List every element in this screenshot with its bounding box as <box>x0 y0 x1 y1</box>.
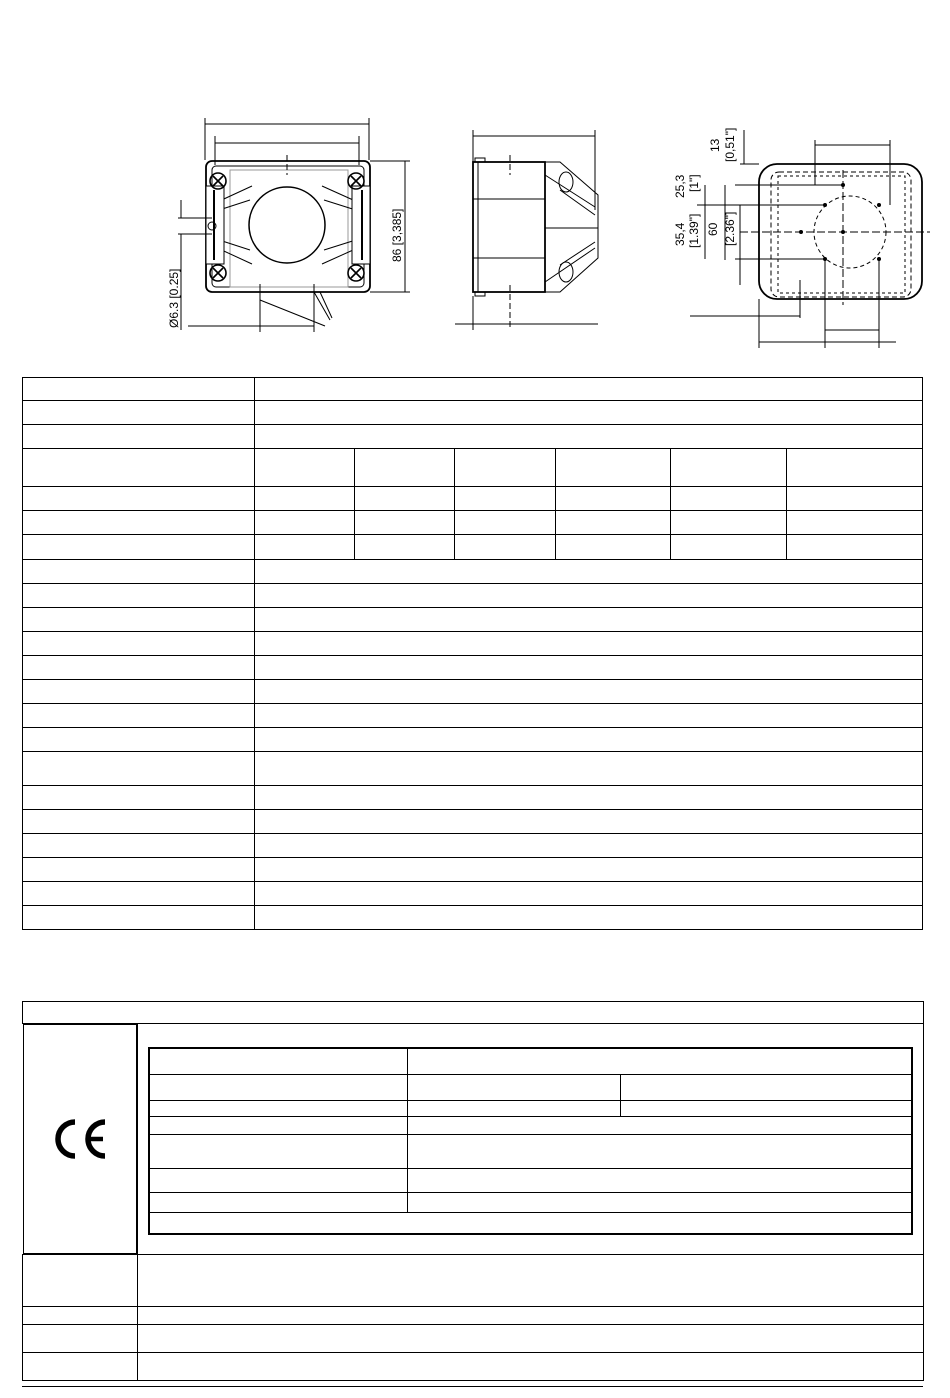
spec-value-cell <box>255 882 923 906</box>
variant-cell <box>355 449 455 487</box>
spec-value-cell <box>255 632 923 656</box>
spec-value-cell <box>255 425 923 449</box>
table-row <box>23 810 923 834</box>
inner-label-cell <box>149 1048 407 1074</box>
inner-label-cell <box>149 1168 407 1192</box>
inner-value-cell <box>407 1168 912 1192</box>
spec-label-cell <box>23 487 255 511</box>
table-row <box>149 1134 912 1168</box>
inner-value-cell <box>407 1134 912 1168</box>
dim-60-inch-label: [2.36"] <box>723 211 737 246</box>
dim-35-4-inch-label: [1.39"] <box>687 213 701 248</box>
spec-label-cell <box>23 425 255 449</box>
dim-25-3-inch-label: [1"] <box>687 174 701 192</box>
inner-label-cell <box>149 1192 407 1212</box>
approval-value-cell <box>138 1307 924 1325</box>
approval-label-cell <box>23 1255 138 1307</box>
spec-label-cell <box>23 656 255 680</box>
table-row <box>23 834 923 858</box>
spec-label-cell <box>23 728 255 752</box>
table-row <box>149 1168 912 1192</box>
dim-25-3-label: 25,3 <box>673 174 687 198</box>
table-row <box>23 449 923 487</box>
variant-cell <box>670 535 786 560</box>
spec-value-cell <box>255 728 923 752</box>
variant-cell <box>555 511 670 535</box>
variant-cell <box>670 487 786 511</box>
approvals-header-row <box>23 1002 924 1024</box>
front-view <box>178 118 410 332</box>
variant-cell <box>355 487 455 511</box>
spec-label-cell <box>23 704 255 728</box>
table-row <box>149 1048 912 1074</box>
table-row <box>23 752 923 786</box>
spec-label-cell <box>23 560 255 584</box>
approvals-table <box>22 1001 924 1381</box>
approval-value-cell <box>138 1353 924 1381</box>
table-row <box>23 786 923 810</box>
dim-60-label: 60 <box>706 222 720 236</box>
approval-label-cell <box>23 1353 138 1381</box>
spec-value-cell <box>255 858 923 882</box>
table-row <box>23 560 923 584</box>
spec-label-cell <box>23 608 255 632</box>
variant-cell <box>670 449 786 487</box>
table-row <box>23 487 923 511</box>
table-row <box>23 425 923 449</box>
inner-value-cell <box>620 1074 912 1100</box>
spec-label-cell <box>23 810 255 834</box>
table-row <box>23 1307 924 1325</box>
table-row <box>149 1192 912 1212</box>
approval-value-cell <box>138 1325 924 1353</box>
table-row <box>23 632 923 656</box>
side-view <box>455 130 598 330</box>
variant-cell <box>670 511 786 535</box>
table-row <box>23 656 923 680</box>
variant-cell <box>355 511 455 535</box>
variant-cell <box>455 487 555 511</box>
variant-cell <box>786 511 922 535</box>
inner-label-cell <box>149 1134 407 1168</box>
variant-cell <box>786 535 922 560</box>
spec-label-cell <box>23 535 255 560</box>
variant-cell <box>786 449 922 487</box>
approvals-ce-row <box>23 1024 924 1255</box>
table-row <box>23 511 923 535</box>
spec-label-cell <box>23 882 255 906</box>
table-row <box>23 584 923 608</box>
inner-value-cell <box>407 1100 620 1116</box>
spec-value-cell <box>255 704 923 728</box>
spec-label-cell <box>23 752 255 786</box>
spec-value-cell <box>255 560 923 584</box>
approval-inner-table <box>148 1047 913 1235</box>
spec-value-cell <box>255 834 923 858</box>
spec-label-cell <box>23 584 255 608</box>
table-row <box>23 882 923 906</box>
spec-value-cell <box>255 378 923 401</box>
spec-value-cell <box>255 584 923 608</box>
table-row <box>23 401 923 425</box>
table-row <box>23 728 923 752</box>
table-row <box>23 906 923 930</box>
ce-details-cell <box>138 1024 924 1255</box>
variant-cell <box>355 535 455 560</box>
inner-value-cell <box>407 1074 620 1100</box>
dim-13-inch-label: [0,51"] <box>723 127 737 162</box>
inner-value-cell <box>407 1192 912 1212</box>
inner-label-cell <box>149 1116 407 1134</box>
spec-value-cell <box>255 752 923 786</box>
spec-label-cell <box>23 449 255 487</box>
table-row <box>23 1255 924 1307</box>
spec-label-cell <box>23 680 255 704</box>
inner-label-cell <box>149 1074 407 1100</box>
ce-mark-icon <box>49 1116 111 1162</box>
variant-cell <box>255 487 355 511</box>
variant-cell <box>255 535 355 560</box>
spec-value-cell <box>255 680 923 704</box>
spec-label-cell <box>23 632 255 656</box>
spec-label-cell <box>23 786 255 810</box>
inner-value-cell <box>407 1048 912 1074</box>
ce-mark-cell <box>23 1024 138 1254</box>
spec-label-cell <box>23 511 255 535</box>
table-row <box>23 1353 924 1381</box>
approval-label-cell <box>23 1307 138 1325</box>
inner-footer-cell <box>149 1212 912 1234</box>
table-row <box>149 1074 912 1100</box>
table-row <box>23 1325 924 1353</box>
variant-cell <box>455 511 555 535</box>
spec-value-cell <box>255 906 923 930</box>
approvals-header-cell <box>23 1002 924 1024</box>
table-row <box>23 858 923 882</box>
spec-label-cell <box>23 858 255 882</box>
table-row <box>23 535 923 560</box>
table-row <box>149 1116 912 1134</box>
table-row <box>149 1212 912 1234</box>
spec-value-cell <box>255 786 923 810</box>
table-row <box>23 704 923 728</box>
hole-diameter-label: Ø6.3 [0.25] <box>167 268 181 328</box>
table-row <box>23 680 923 704</box>
spec-value-cell <box>255 401 923 425</box>
spec-value-cell <box>255 608 923 632</box>
variant-cell <box>555 449 670 487</box>
spec-value-cell <box>255 656 923 680</box>
dim-35-4-label: 35,4 <box>673 222 687 246</box>
approval-value-cell <box>138 1255 924 1307</box>
variant-cell <box>455 535 555 560</box>
inner-value-cell <box>407 1116 912 1134</box>
variant-cell <box>255 511 355 535</box>
page-footer-rule <box>22 1386 923 1387</box>
spec-label-cell <box>23 378 255 401</box>
table-row <box>23 378 923 401</box>
table-row <box>23 608 923 632</box>
variant-cell <box>555 535 670 560</box>
variant-cell <box>455 449 555 487</box>
technical-drawing <box>0 0 950 360</box>
variant-cell <box>786 487 922 511</box>
specification-table <box>22 377 923 930</box>
table-row <box>149 1100 912 1116</box>
inner-label-cell <box>149 1100 407 1116</box>
variant-cell <box>555 487 670 511</box>
variant-cell <box>255 449 355 487</box>
spec-label-cell <box>23 401 255 425</box>
inner-value-cell <box>620 1100 912 1116</box>
approval-label-cell <box>23 1325 138 1353</box>
dim-13-label: 13 <box>708 138 722 152</box>
height-dimension-label: 86 [3,385] <box>390 208 404 262</box>
spec-value-cell <box>255 810 923 834</box>
spec-label-cell <box>23 834 255 858</box>
spec-label-cell <box>23 906 255 930</box>
